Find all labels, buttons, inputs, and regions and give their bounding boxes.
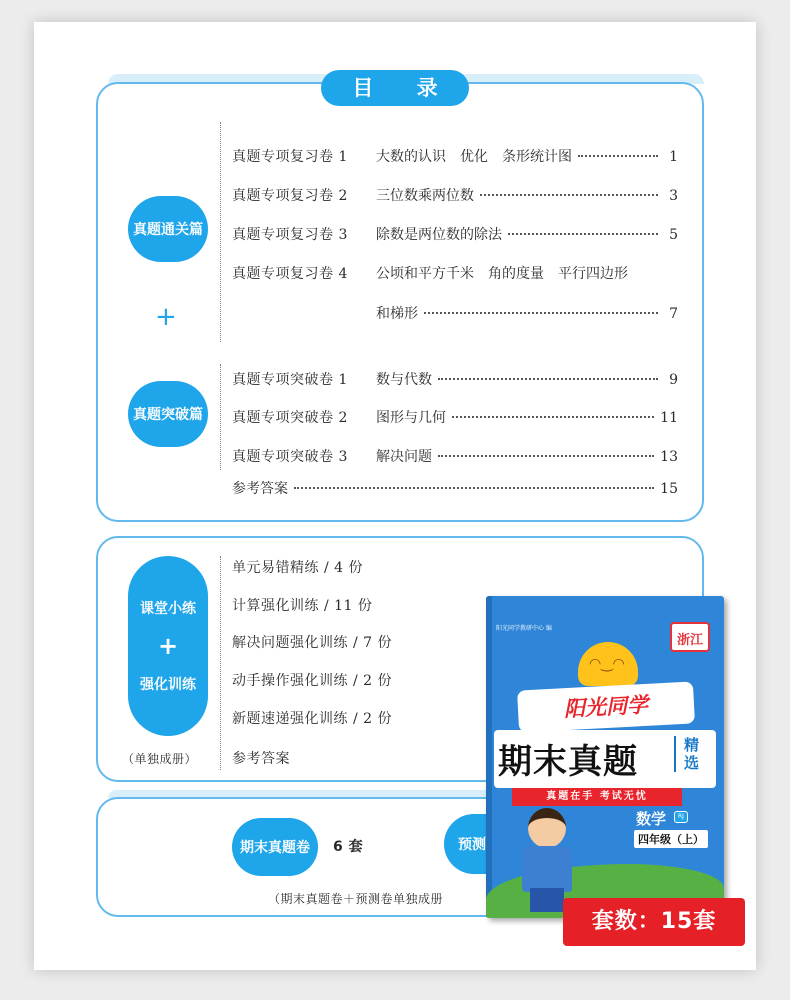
toc-entry bbox=[232, 407, 678, 427]
leader-dots bbox=[438, 455, 654, 457]
sun-face-icon: ◠‿◠ bbox=[589, 656, 625, 672]
edition-tag: RJ bbox=[674, 811, 688, 823]
toc-entry bbox=[232, 146, 678, 166]
book-cover bbox=[486, 596, 724, 918]
entry-prefix: 真题专项复习卷 3 bbox=[232, 227, 348, 243]
practice-item: 动手操作强化训练 / 2 份 bbox=[232, 673, 392, 689]
answers-page: 15 bbox=[660, 481, 678, 497]
divider-line bbox=[220, 556, 221, 770]
divider-line bbox=[220, 122, 221, 342]
category-ketang: 课堂小练 bbox=[140, 601, 196, 617]
leader-dots bbox=[294, 487, 654, 489]
practice-item: 单元易错精练 / 4 份 bbox=[232, 560, 363, 576]
paper-count: 6 套 bbox=[333, 839, 364, 855]
entry-topic: 公顷和平方千米 角的度量 平行四边形 bbox=[376, 266, 628, 282]
toc-title: 目 录 bbox=[321, 70, 469, 106]
entry-prefix: 真题专项复习卷 2 bbox=[232, 188, 348, 204]
category-zhenti-tongguan: 真题通关篇 bbox=[128, 196, 208, 262]
leader-dots bbox=[508, 233, 658, 235]
book-spine bbox=[486, 596, 492, 918]
toc-entry bbox=[232, 446, 678, 466]
category-pill-2 bbox=[128, 556, 208, 736]
leader-dots bbox=[578, 155, 658, 157]
answers-label: 参考答案 bbox=[232, 481, 288, 497]
divider-line bbox=[220, 364, 221, 470]
publisher-text: 阳光同学教研中心 编 bbox=[496, 625, 552, 632]
entry-page: 1 bbox=[669, 149, 678, 165]
entry-prefix: 真题专项突破卷 1 bbox=[232, 372, 348, 388]
entry-topic: 大数的认识 优化 条形统计图 bbox=[376, 149, 572, 165]
entry-page: 9 bbox=[669, 372, 678, 388]
practice-item: 新题速递强化训练 / 2 份 bbox=[232, 711, 392, 727]
leader-dots bbox=[480, 194, 658, 196]
leader-dots bbox=[438, 378, 658, 380]
practice-item: 计算强化训练 / 11 份 bbox=[232, 598, 373, 614]
region-badge: 浙江 bbox=[670, 622, 710, 652]
boy-illustration-head bbox=[528, 808, 566, 848]
entry-topic: 和梯形 bbox=[376, 306, 418, 322]
entry-topic: 除数是两位数的除法 bbox=[376, 227, 502, 243]
subject-label: 数学 bbox=[636, 810, 667, 828]
entry-prefix: 真题专项突破卷 3 bbox=[232, 449, 348, 465]
slogan-banner: 真题在手 考试无忧 bbox=[512, 788, 682, 806]
grade-label: 四年级（上） bbox=[634, 830, 708, 848]
category-qimo-zhenti: 期末真题卷 bbox=[232, 818, 318, 876]
entry-prefix: 真题专项复习卷 1 bbox=[232, 149, 348, 165]
plus-sign: + bbox=[157, 632, 179, 660]
separate-volume-note: （单独成册） bbox=[122, 752, 198, 766]
boy-illustration-body bbox=[522, 846, 572, 892]
category-zhenti-tupo: 真题突破篇 bbox=[128, 381, 208, 447]
toc-entry bbox=[232, 303, 678, 323]
category-yuce: 预测 bbox=[444, 814, 504, 874]
plus-sign: + bbox=[155, 302, 177, 332]
set-count-badge: 套数：15套 bbox=[563, 898, 745, 946]
brand-logo: 阳光同学 bbox=[517, 681, 695, 732]
entry-topic: 三位数乘两位数 bbox=[376, 188, 474, 204]
entry-page: 5 bbox=[669, 227, 678, 243]
boy-illustration-legs bbox=[530, 888, 564, 912]
entry-prefix: 真题专项复习卷 4 bbox=[232, 266, 348, 282]
toc-entry bbox=[232, 263, 678, 283]
entry-topic: 图形与几何 bbox=[376, 410, 446, 426]
category-qianghua: 强化训练 bbox=[140, 677, 196, 693]
leader-dots bbox=[452, 416, 654, 418]
book-title: 期末真题 bbox=[498, 742, 638, 782]
leader-dots bbox=[424, 312, 658, 314]
entry-page: 3 bbox=[669, 188, 678, 204]
entry-prefix: 真题专项突破卷 2 bbox=[232, 410, 348, 426]
entry-page: 13 bbox=[660, 449, 678, 465]
practice-item: 参考答案 bbox=[232, 751, 290, 767]
toc-entry bbox=[232, 224, 678, 244]
entry-topic: 解决问题 bbox=[376, 449, 432, 465]
jingxuan-label: 精选 bbox=[674, 736, 704, 772]
practice-item: 解决问题强化训练 / 7 份 bbox=[232, 635, 392, 651]
entry-page: 7 bbox=[669, 306, 678, 322]
entry-page: 11 bbox=[660, 410, 678, 426]
toc-entry bbox=[232, 369, 678, 389]
toc-answers bbox=[232, 478, 678, 498]
separate-volume-note-3: （期末真题卷＋预测卷单独成册 bbox=[268, 892, 444, 906]
entry-topic: 数与代数 bbox=[376, 372, 432, 388]
toc-entry bbox=[232, 185, 678, 205]
